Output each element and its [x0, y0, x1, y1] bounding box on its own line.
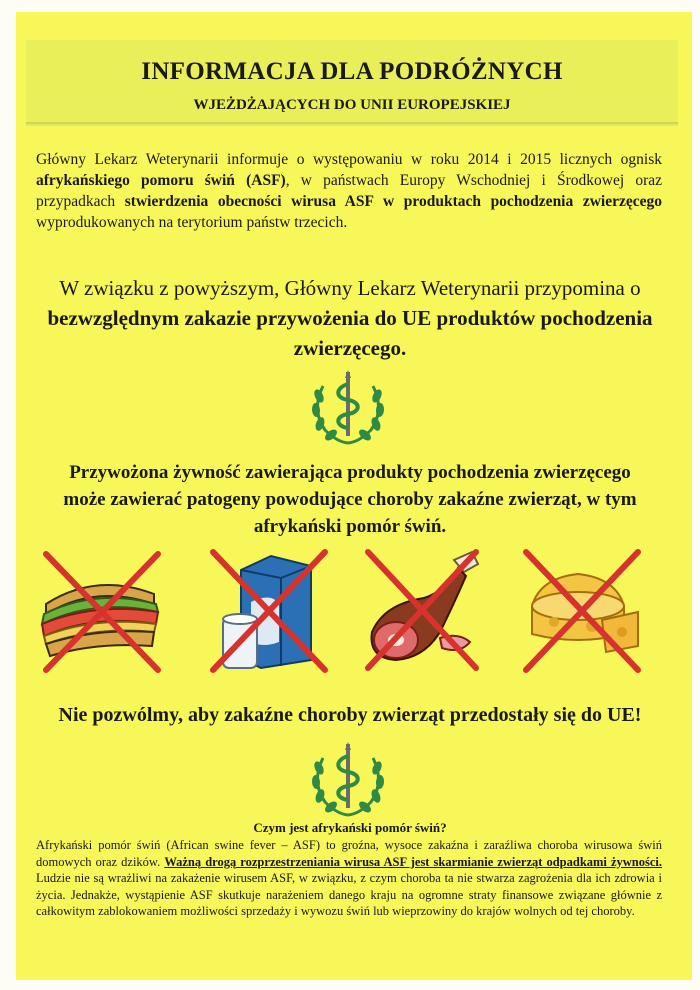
cheese-icon [514, 542, 644, 677]
intro-bold-1: afrykańskiego pomoru świń (ASF) [36, 172, 286, 189]
veterinary-emblem-icon [305, 738, 391, 818]
asf-text-2: Ludzie nie są wrażliwi na zakażenie wirusem ASF, w związku, z czym choroba ta nie stwarza zagrożenia dla ich zdrowia i życia. Jednakże, wystąpienie ASF skutkuje narażeniem danego kraju na ogromne straty finansowe związane głównie z całkowitym zablokowaniem możliwości sprzedaży i wywozu świń lub wieprzowiny do krajów wolnych od tej choroby. [36, 871, 662, 918]
milk-icon [201, 542, 331, 677]
header-banner [26, 40, 678, 124]
question-heading: Czym jest afrykański pomór świń? [253, 820, 447, 835]
intro-bold-2: stwierdzenia obecności wirusa ASF w produktach pochodzenia zwierzęcego [124, 193, 662, 210]
sandwich-icon [36, 542, 166, 677]
asf-text-1: Afrykański pomór świń (African swine fever – ASF) to groźna, wysoce zakaźna i zaraźliwa choroba wirusowa świń domowych oraz dzików. [36, 838, 662, 869]
intro-paragraph [36, 149, 662, 233]
intro-text-3: wyprodukowanych na terytorium państw trzecich. [36, 214, 348, 231]
intro-text-2: , w państwach Europy Wschodniej i Środkowej oraz przypadkach [36, 172, 662, 210]
asf-description [36, 837, 662, 920]
ham-icon [354, 542, 484, 677]
page-title: INFORMACJA DLA PODRÓŻNYCH [141, 58, 563, 85]
forbidden-foods-row [36, 542, 666, 682]
reminder-text: W związku z powyższym, Główny Lekarz Weterynarii przypomina o [59, 276, 641, 300]
intro-text-1: Główny Lekarz Weterynarii informuje o występowaniu w roku 2014 i 2015 licznych ognisk [36, 151, 662, 168]
asf-underlined: Ważną drogą rozprzestrzeniania wirusa ASF jest skarmianie zwierząt odpadkami żywności. [164, 854, 662, 869]
reminder-paragraph [30, 273, 670, 363]
veterinary-emblem-icon [305, 366, 391, 446]
warning-text: Przywożona żywność zawierająca produkty pochodzenia zwierzęcego może zawierać patogeny powodujące choroby zakaźne zwierząt, w tym afrykański pomór świń. [63, 462, 637, 537]
reminder-bold: bezwzględnym zakazie przywożenia do UE produktów pochodzenia zwierzęcego. [47, 306, 653, 360]
slogan: Nie pozwólmy, aby zakaźne choroby zwierząt przedostały się do UE! [58, 704, 642, 726]
page-subtitle: WJEŻDŻAJĄCYCH DO UNII EUROPEJSKIEJ [193, 97, 511, 113]
